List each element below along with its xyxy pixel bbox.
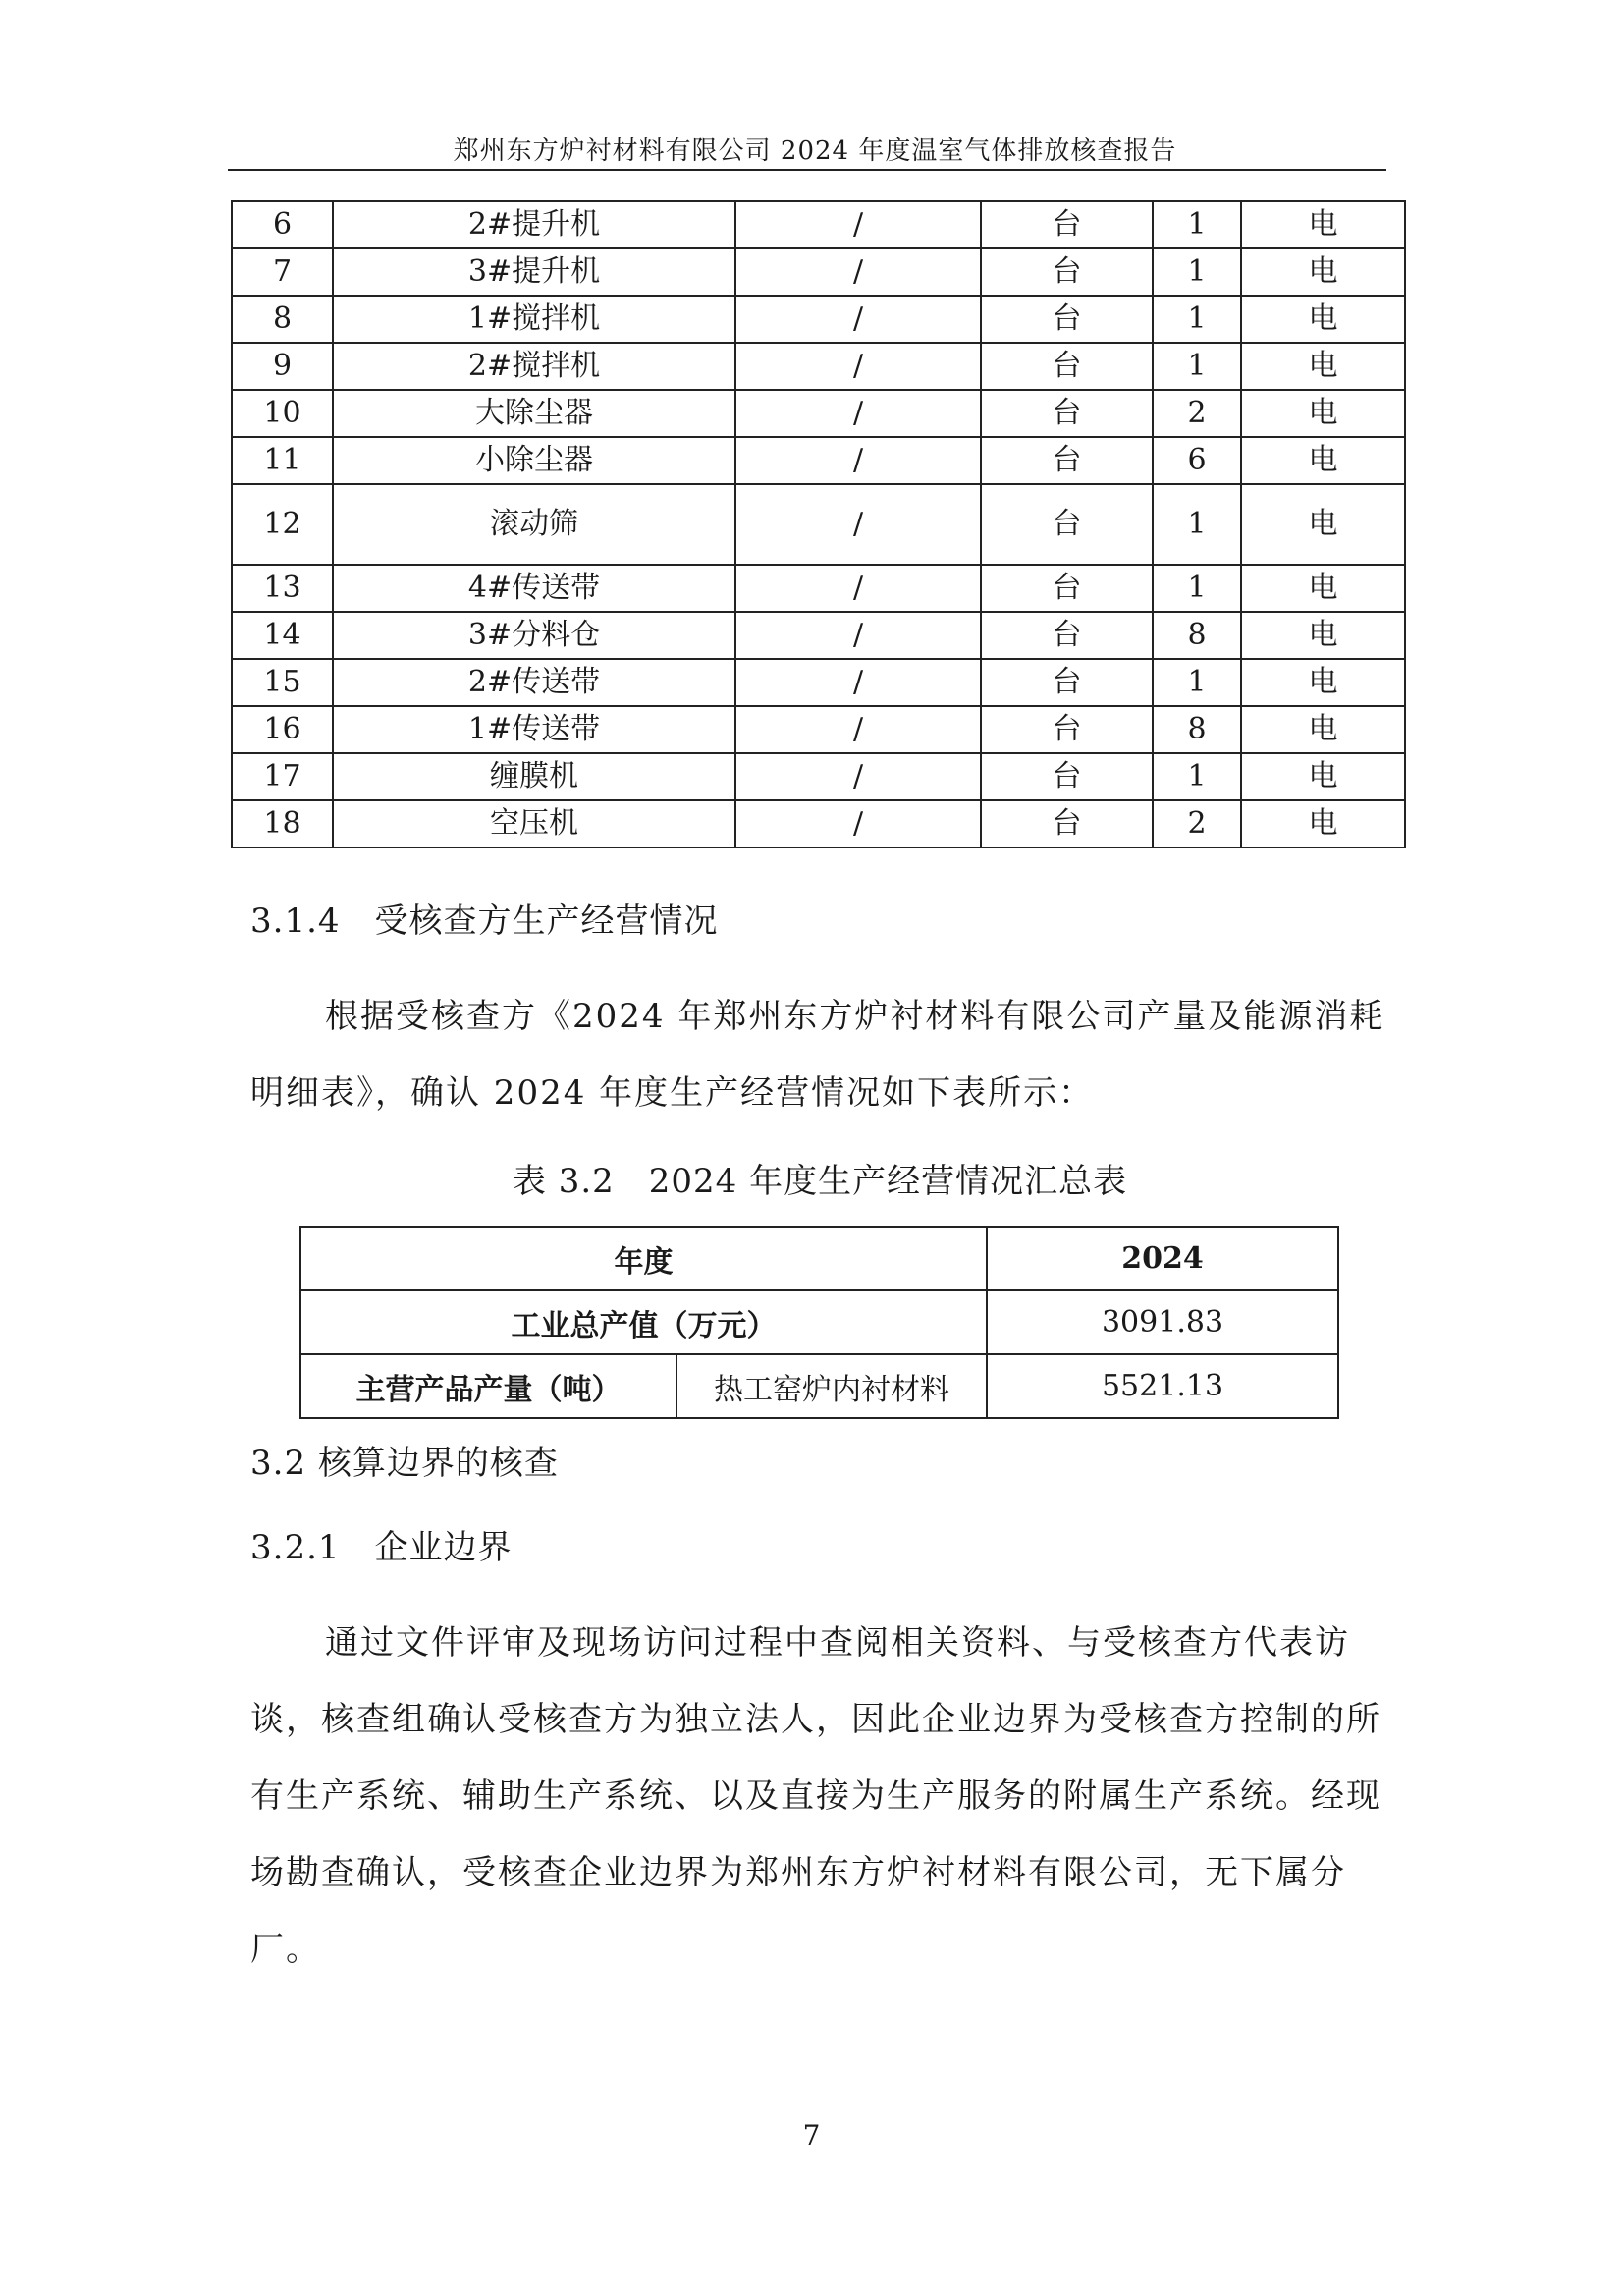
energy-type: 电 [1241, 437, 1405, 484]
product-label: 主营产品产量（吨） [300, 1354, 676, 1418]
product-value: 5521.13 [987, 1354, 1338, 1418]
row-number: 15 [232, 659, 333, 706]
equipment-table-body [232, 201, 1405, 847]
equipment-name: 4#传送带 [333, 565, 735, 612]
summary-table-caption: 表 3.2 2024 年度生产经营情况汇总表 [512, 1162, 1128, 1201]
equipment-name: 3#分料仓 [333, 612, 735, 659]
equipment-spec: / [735, 201, 981, 248]
summary-row-output [300, 1290, 1338, 1354]
section-3-2-1-heading: 3.2.1 企业边界 [250, 1528, 513, 1567]
equipment-unit: 台 [981, 753, 1153, 800]
year-label: 年度 [300, 1227, 987, 1290]
row-number: 10 [232, 390, 333, 437]
table-row [232, 612, 1405, 659]
equipment-unit: 台 [981, 800, 1153, 847]
energy-type: 电 [1241, 659, 1405, 706]
equipment-quantity: 6 [1153, 437, 1241, 484]
row-number: 12 [232, 484, 333, 565]
equipment-name: 大除尘器 [333, 390, 735, 437]
table-row [232, 659, 1405, 706]
table-row [232, 343, 1405, 390]
equipment-quantity: 2 [1153, 800, 1241, 847]
equipment-quantity: 1 [1153, 753, 1241, 800]
table-row [232, 565, 1405, 612]
equipment-quantity: 8 [1153, 706, 1241, 753]
table-row [232, 706, 1405, 753]
energy-type: 电 [1241, 565, 1405, 612]
energy-type: 电 [1241, 390, 1405, 437]
equipment-name: 1#传送带 [333, 706, 735, 753]
energy-type: 电 [1241, 296, 1405, 343]
equipment-unit: 台 [981, 484, 1153, 565]
equipment-unit: 台 [981, 659, 1153, 706]
equipment-unit: 台 [981, 201, 1153, 248]
equipment-name: 2#传送带 [333, 659, 735, 706]
row-number: 9 [232, 343, 333, 390]
equipment-quantity: 1 [1153, 484, 1241, 565]
summary-row-product [300, 1354, 1338, 1418]
row-number: 16 [232, 706, 333, 753]
energy-type: 电 [1241, 343, 1405, 390]
equipment-quantity: 8 [1153, 612, 1241, 659]
equipment-name: 1#搅拌机 [333, 296, 735, 343]
table-row [232, 296, 1405, 343]
equipment-unit: 台 [981, 248, 1153, 296]
equipment-quantity: 1 [1153, 565, 1241, 612]
equipment-name: 2#提升机 [333, 201, 735, 248]
equipment-unit: 台 [981, 565, 1153, 612]
energy-type: 电 [1241, 706, 1405, 753]
equipment-name: 3#提升机 [333, 248, 735, 296]
product-name: 热工窑炉内衬材料 [676, 1354, 987, 1418]
header-divider [228, 169, 1386, 171]
energy-type: 电 [1241, 612, 1405, 659]
output-label: 工业总产值（万元） [300, 1290, 987, 1354]
page-number: 7 [802, 2119, 821, 2152]
row-number: 11 [232, 437, 333, 484]
equipment-quantity: 1 [1153, 659, 1241, 706]
equipment-quantity: 2 [1153, 390, 1241, 437]
table-row [232, 390, 1405, 437]
row-number: 6 [232, 201, 333, 248]
output-value: 3091.83 [987, 1290, 1338, 1354]
equipment-unit: 台 [981, 390, 1153, 437]
equipment-name: 小除尘器 [333, 437, 735, 484]
section-3-1-4-heading: 3.1.4 受核查方生产经营情况 [250, 902, 719, 941]
equipment-unit: 台 [981, 706, 1153, 753]
summary-row-year [300, 1227, 1338, 1290]
section-3-1-4-paragraph: 根据受核查方《2024 年郑州东方炉衬材料有限公司产量及能源消耗明细表》，确认 2024 年度生产经营情况如下表所示： [250, 997, 1385, 1113]
year-value: 2024 [987, 1227, 1338, 1290]
equipment-spec: / [735, 484, 981, 565]
equipment-spec: / [735, 659, 981, 706]
row-number: 8 [232, 296, 333, 343]
equipment-spec: / [735, 800, 981, 847]
equipment-spec: / [735, 248, 981, 296]
row-number: 17 [232, 753, 333, 800]
equipment-spec: / [735, 753, 981, 800]
row-number: 7 [232, 248, 333, 296]
equipment-name: 空压机 [333, 800, 735, 847]
table-row [232, 437, 1405, 484]
equipment-unit: 台 [981, 343, 1153, 390]
equipment-quantity: 1 [1153, 248, 1241, 296]
equipment-unit: 台 [981, 437, 1153, 484]
equipment-spec: / [735, 296, 981, 343]
table-row [232, 800, 1405, 847]
energy-type: 电 [1241, 248, 1405, 296]
row-number: 14 [232, 612, 333, 659]
energy-type: 电 [1241, 201, 1405, 248]
equipment-name: 2#搅拌机 [333, 343, 735, 390]
equipment-spec: / [735, 565, 981, 612]
energy-type: 电 [1241, 800, 1405, 847]
equipment-spec: / [735, 343, 981, 390]
equipment-quantity: 1 [1153, 201, 1241, 248]
equipment-unit: 台 [981, 612, 1153, 659]
equipment-quantity: 1 [1153, 296, 1241, 343]
table-row [232, 753, 1405, 800]
equipment-spec: / [735, 437, 981, 484]
row-number: 13 [232, 565, 333, 612]
energy-type: 电 [1241, 753, 1405, 800]
summary-table [299, 1226, 1339, 1419]
table-row [232, 201, 1405, 248]
energy-type: 电 [1241, 484, 1405, 565]
row-number: 18 [232, 800, 333, 847]
equipment-table [231, 200, 1406, 848]
equipment-spec: / [735, 390, 981, 437]
equipment-name: 缠膜机 [333, 753, 735, 800]
page-header-title: 郑州东方炉衬材料有限公司 2024 年度温室气体排放核查报告 [453, 137, 1177, 166]
equipment-name: 滚动筛 [333, 484, 735, 565]
section-3-2-heading: 3.2 核算边界的核查 [250, 1444, 559, 1483]
section-3-2-1-paragraph: 通过文件评审及现场访问过程中查阅相关资料、与受核查方代表访谈，核查组确认受核查方为独立法人，因此企业边界为受核查方控制的所有生产系统、辅助生产系统、以及直接为生产服务的附属生产系统。经现场勘查确认，受核查企业边界为郑州东方炉衬材料有限公司，无下属分厂。 [250, 1623, 1381, 1969]
equipment-spec: / [735, 706, 981, 753]
table-row [232, 484, 1405, 565]
equipment-spec: / [735, 612, 981, 659]
table-row [232, 248, 1405, 296]
equipment-unit: 台 [981, 296, 1153, 343]
equipment-quantity: 1 [1153, 343, 1241, 390]
